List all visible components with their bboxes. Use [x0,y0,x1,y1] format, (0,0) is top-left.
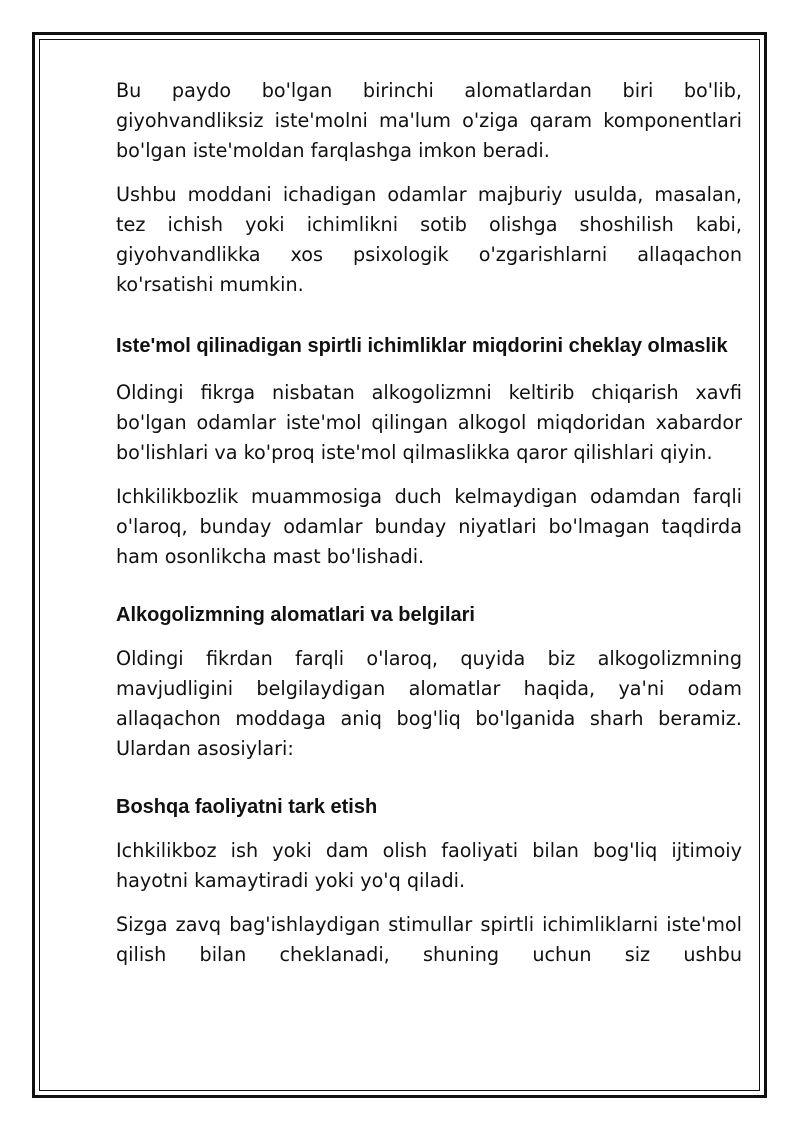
paragraph: Sizga zavq bag'ishlaydigan stimullar spirtli ichimliklarni iste'mol qilish bilan cheklanadi, shuning uchun siz ushbu [116,913,742,966]
section-heading: Alkogolizmning alomatlari va belgilari [116,604,475,626]
paragraph: Oldingi fikrdan farqli o'laroq, quyida biz alkogolizmning mavjudligini belgilaydigan alomatlar haqida, ya'ni odam allaqachon moddaga aniq bog'liq bo'lganida sharh beramiz. Ulardan asosiylari: [116,647,742,760]
paragraph: Ichkilikbozlik muammosiga duch kelmaydigan odamdan farqli o'laroq, bunday odamlar bunday niyatlari bo'lmagan taqdirda ham osonlikcha mast bo'lishadi. [116,485,742,568]
paragraph: Ushbu moddani ichadigan odamlar majburiy usulda, masalan, tez ichish yoki ichimlikni sotib olishga shoshilish kabi, giyohvandlikka xos psixologik o'zgarishlarni allaqachon ko'rsatishi mumkin. [116,183,742,296]
paragraph: Ichkilikboz ish yoki dam olish faoliyati bilan bog'liq ijtimoiy hayotni kamaytiradi yoki yo'q qiladi. [116,839,742,892]
section-heading: Boshqa faoliyatni tark etish [116,796,378,818]
paragraph: Oldingi fikrga nisbatan alkogolizmni keltirib chiqarish xavfi bo'lgan odamlar iste'mol qilingan alkogol miqdoridan xabardor bo'lishlari va ko'proq iste'mol qilmaslikka qaror qilishlari qiyin. [116,381,742,464]
section-heading: Iste'mol qilinadigan spirtli ichimliklar miqdorini cheklay olmaslik [116,335,728,357]
paragraph: Bu paydo bo'lgan birinchi alomatlardan biri bo'lib, giyohvandliksiz iste'molni ma'lum o'ziga qaram komponentlari bo'lgan iste'moldan farqlashga imkon beradi. [116,79,742,162]
document-body [116,76,742,984]
